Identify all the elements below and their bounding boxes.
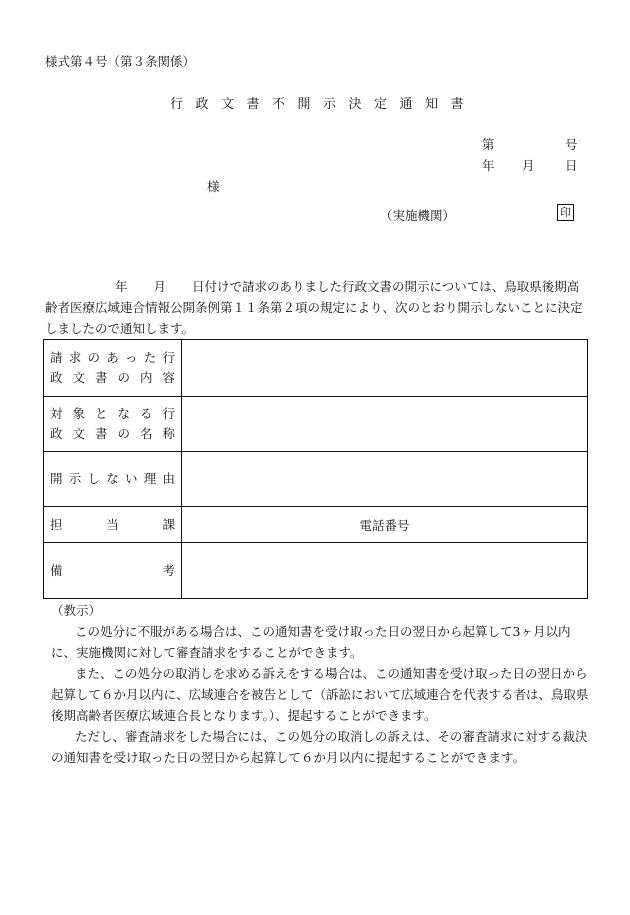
decision-details-table (43, 339, 588, 599)
label-line: 政文書の内容 (50, 370, 175, 385)
instruction-paragraph-2: また、この処分の取消しを求める訴えをする場合は、この通知書を受け取った日の翌日から起算して６か月以内に、広域連合を被告として（訴訟において広域連合を代表する者は、鳥取県後期高齢者医療広域連合長となります。）、提起することができます。 (51, 666, 589, 723)
label-line: 開示しない理由 (50, 471, 175, 486)
label-requested-content (44, 340, 182, 397)
issuing-agency-label: （実施機関） (380, 208, 456, 223)
addressee-honorific: 様 (207, 179, 220, 194)
label-line: 政文書の名称 (50, 426, 175, 441)
label-line: 対象となる行 (50, 406, 175, 421)
instruction-paragraph-1: この処分に不服がある場合は、この通知書を受け取った日の翌日から起算して3ヶ月以内に、実施機関に対して審査請求をすることができます。 (51, 624, 571, 660)
value-requested-content[interactable] (182, 340, 588, 397)
label-line: 請求のあった行 (50, 350, 175, 365)
date-day-label: 日 (565, 158, 578, 173)
notice-body-paragraph (45, 276, 590, 339)
label-line: 担当課 (50, 516, 175, 532)
date-year-label: 年 (482, 158, 495, 173)
body-text: 日付けで請求のありました行政文書の開示については、鳥取県後期高齢者医療広域連合情報公開条例第１１条第２項の規定により、次のとおり開示しないことに決定しましたので通知します。 (45, 279, 583, 336)
form-number: 様式第４号（第３条関係） (45, 54, 196, 69)
label-document-name (44, 397, 182, 452)
table-row-document-name (44, 397, 588, 452)
label-line: 備考 (50, 562, 175, 578)
label-department (44, 507, 182, 543)
instruction-heading: （教示） (51, 603, 102, 618)
document-number-prefix: 第 (482, 137, 495, 152)
table-row-requested-content (44, 340, 588, 397)
table-row-department (44, 507, 588, 543)
table-row-non-disclosure-reason (44, 452, 588, 507)
label-non-disclosure-reason (44, 452, 182, 507)
label-remarks (44, 543, 182, 599)
instruction-section (45, 600, 593, 768)
value-department-phone[interactable] (182, 507, 588, 543)
value-document-name[interactable] (182, 397, 588, 452)
table-row-remarks (44, 543, 588, 599)
phone-number-label: 電話番号 (359, 517, 410, 533)
document-number-suffix: 号 (565, 137, 578, 152)
value-non-disclosure-reason[interactable] (182, 452, 588, 507)
body-year-label: 年 (115, 279, 128, 294)
value-remarks[interactable] (182, 543, 588, 599)
document-title: 行政文書不開示決定通知書 (170, 97, 477, 112)
date-month-label: 月 (522, 158, 535, 173)
instruction-paragraph-3: ただし、審査請求をした場合には、この処分の取消しの訴えは、その審査請求に対する裁決の通知書を受け取った日の翌日から起算して６か月以内に提起することができます。 (51, 729, 588, 765)
seal-stamp-icon: 印 (557, 204, 574, 221)
body-month-label: 月 (153, 279, 167, 294)
